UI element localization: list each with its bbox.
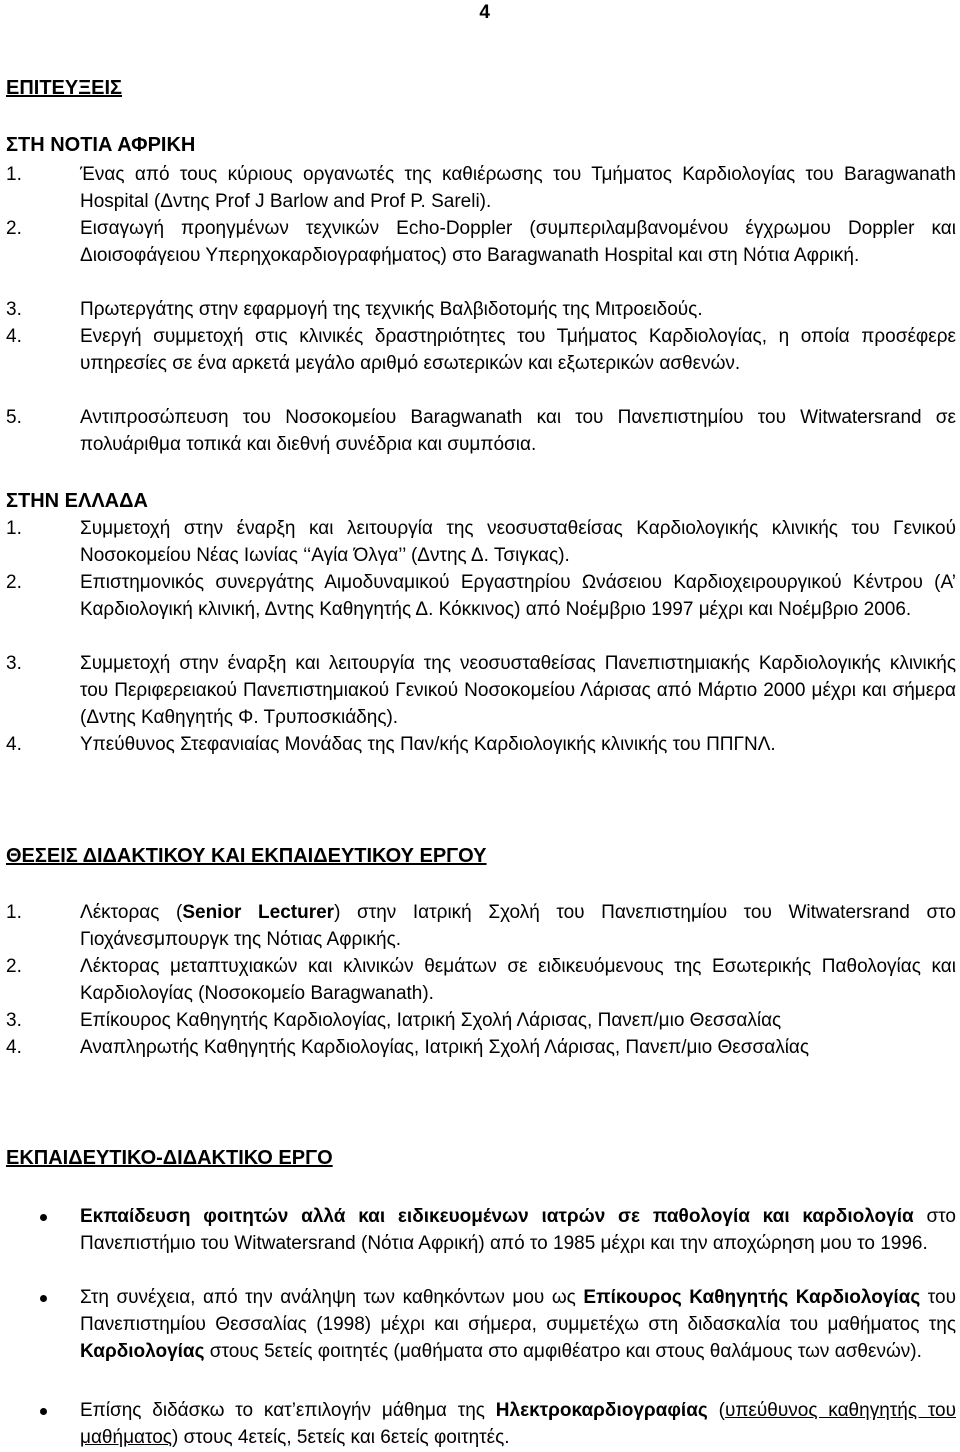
bullet-item (6, 1203, 956, 1257)
bullet-item (6, 1284, 956, 1365)
list-number: 4. (6, 326, 22, 347)
bold-text: Εκπαίδευση φοιτητών αλλά και ειδικευομένων ιατρών σε παθολογία και καρδιολογία (80, 1206, 914, 1227)
list-item (6, 899, 956, 953)
text-segment: ) στην Ιατρική Σχολή του Πανεπιστημίου του Witwatersrand στο Γιοχάνεσμπουργκ της Νότιας Αφρικής. (80, 902, 956, 950)
bullet-icon (40, 1408, 47, 1415)
bold-text: Ηλεκτροκαρδιογραφίας (495, 1400, 708, 1421)
list-text: Επίκουρος Καθηγητής Καρδιολογίας, Ιατρική Σχολή Λάρισας, Πανεπ/μιο Θεσσαλίας (80, 1010, 782, 1031)
list-item (6, 161, 956, 215)
heading-south-africa: ΣΤΗ ΝΟΤΙΑ ΑΦΡΙΚΗ (6, 134, 196, 156)
list-text: Λέκτορας μεταπτυχιακών και κλινικών θεμάτων σε ειδικευόμενους της Εσωτερικής Παθολογίας και Καρδιολογίας (Νοσοκομείο Baragwanath). (80, 956, 956, 1004)
list-item (6, 215, 956, 269)
list-item (6, 1007, 956, 1034)
list-text: Συμμετοχή στην έναρξη και λειτουργία της νεοσυσταθείσας Πανεπιστημιακής Καρδιολογικής κλινικής του Περιφερειακού Πανεπιστημιακού Γενικού Νοσοκομείου Λάρισας από Μάρτιο 2000 μέχρι και σήμερα (Δντης Καθηγητής Φ. Τρυποσκιάδης). (80, 653, 956, 728)
bullet-text (80, 1397, 956, 1451)
heading-achievements: ΕΠΙΤΕΥΞΕΙΣ (6, 77, 123, 99)
list-number: 3. (6, 1010, 22, 1031)
list-item (6, 953, 956, 1007)
bullet-text (80, 1284, 956, 1365)
list-text: Αντιπροσώπευση του Νοσοκομείου Baragwanath και του Πανεπιστημίου του Witwatersrand σε πολυάριθμα τοπικά και διεθνή συνέδρια και συμπόσια. (80, 407, 956, 455)
list-number: 3. (6, 299, 22, 320)
page-number: 4 (479, 2, 490, 23)
list-item (6, 323, 956, 377)
heading-greece: ΣΤΗΝ ΕΛΛΑΔΑ (6, 490, 148, 512)
bullet-text (80, 1203, 956, 1257)
list-item (6, 1034, 956, 1061)
list-text: Ένας από τους κύριους οργανωτές της καθιέρωσης του Τμήματος Καρδιολογίας του Baragwanath Hospital (Δντης Prof J Barlow and Prof P. Sareli). (80, 164, 956, 212)
text-segment: Στη συνέχεια, από την ανάληψη των καθηκόντων μου ως (80, 1287, 584, 1308)
bold-text: Senior Lecturer (182, 902, 335, 923)
bold-text: Επίκουρος Καθηγητής Καρδιολογίας (583, 1287, 921, 1308)
list-text: Αναπληρωτής Καθηγητής Καρδιολογίας, Ιατρική Σχολή Λάρισας, Πανεπ/μιο Θεσσαλίας (80, 1037, 810, 1058)
list-number: 4. (6, 734, 22, 755)
list-text: Ενεργή συμμετοχή στις κλινικές δραστηριότητες του Τμήματος Καρδιολογίας, η οποία προσέφερε υπηρεσίες σε ένα αρκετά μεγάλο αριθμό εσωτερικών και εξωτερικών ασθενών. (80, 326, 956, 374)
list-number: 2. (6, 956, 22, 977)
list-number: 3. (6, 653, 22, 674)
list-item (6, 404, 956, 458)
list-text: Επιστημονικός συνεργάτης Αιμοδυναμικού Εργαστηρίου Ωνάσειου Καρδιοχειρουργικού Κέντρου (Α’ Καρδιολογική κλινική, Δντης Καθηγητής Δ. Κόκκινος) από Νοέμβριο 1997 μέχρι και Νοέμβριο 2006. (80, 572, 956, 620)
list-text (80, 899, 956, 953)
heading-positions: ΘΕΣΕΙΣ ΔΙΔΑΚΤΙΚΟΥ ΚΑΙ ΕΚΠΑΙΔΕΥΤΙΚΟΥ ΕΡΓΟΥ (6, 845, 487, 867)
list-number: 2. (6, 572, 22, 593)
list-item (6, 296, 956, 323)
list-item (6, 569, 956, 623)
bullet-item (6, 1397, 956, 1451)
text-segment: Επίσης διδάσκω το κατ’επιλογήν μάθημα της (80, 1400, 496, 1421)
heading-teaching: ΕΚΠΑΙΔΕΥΤΙΚΟ-ΔΙΔΑΚΤΙΚΟ ΕΡΓΟ (6, 1147, 333, 1169)
list-number: 1. (6, 902, 22, 923)
list-number: 1. (6, 518, 22, 539)
text-segment: του Πανεπιστημίου Θεσσαλίας (1998) μέχρι και σήμερα, συμμετέχω στη διδασκαλία του μαθήματος της (80, 1287, 956, 1335)
bullet-icon (40, 1214, 47, 1221)
list-text: Συμμετοχή στην έναρξη και λειτουργία της νεοσυσταθείσας Καρδιολογικής κλινικής του Γενικού Νοσοκομείου Νέας Ιωνίας ‘‘Αγία Όλγα’’ (Δντης Δ. Τσιγκας). (80, 518, 956, 566)
underlined-text: υπεύθυνος καθηγητής του μαθήματος (80, 1400, 957, 1448)
list-number: 1. (6, 164, 22, 185)
list-text: Υπεύθυνος Στεφανιαίας Μονάδας της Παν/κής Καρδιολογικής κλινικής του ΠΠΓΝΛ. (80, 734, 776, 755)
text-segment: Λέκτορας ( (80, 902, 183, 923)
list-number: 2. (6, 218, 22, 239)
list-item (6, 650, 956, 731)
text-segment: στους 5ετείς φοιτητές (μαθήματα στο αμφιθέατρο και στους θαλάμους των ασθενών). (204, 1341, 922, 1362)
text-segment: ) στους 4ετείς, 5ετείς και 6ετείς φοιτητές. (171, 1427, 510, 1448)
list-number: 4. (6, 1037, 22, 1058)
text-segment: στο Πανεπιστήμιο του Witwatersrand (Νότια Αφρική) από το 1985 μέχρι και την αποχώρηση μου το 1996. (80, 1206, 956, 1254)
text-segment: ( (707, 1400, 725, 1421)
list-item (6, 515, 956, 569)
list-text: Πρωτεργάτης στην εφαρμογή της τεχνικής Βαλβιδοτομής της Μιτροειδούς. (80, 299, 703, 320)
bold-text: Καρδιολογίας (80, 1341, 205, 1362)
list-text: Εισαγωγή προηγμένων τεχνικών Echo-Doppler (συμπεριλαμβανομένου έγχρωμου Doppler και Διοισοφάγειου Υπερηχοκαρδιογραφήματος) στο Baragwanath Hospital και στη Νότια Αφρική. (80, 218, 956, 266)
bullet-icon (40, 1295, 47, 1302)
list-item (6, 731, 956, 758)
list-number: 5. (6, 407, 22, 428)
